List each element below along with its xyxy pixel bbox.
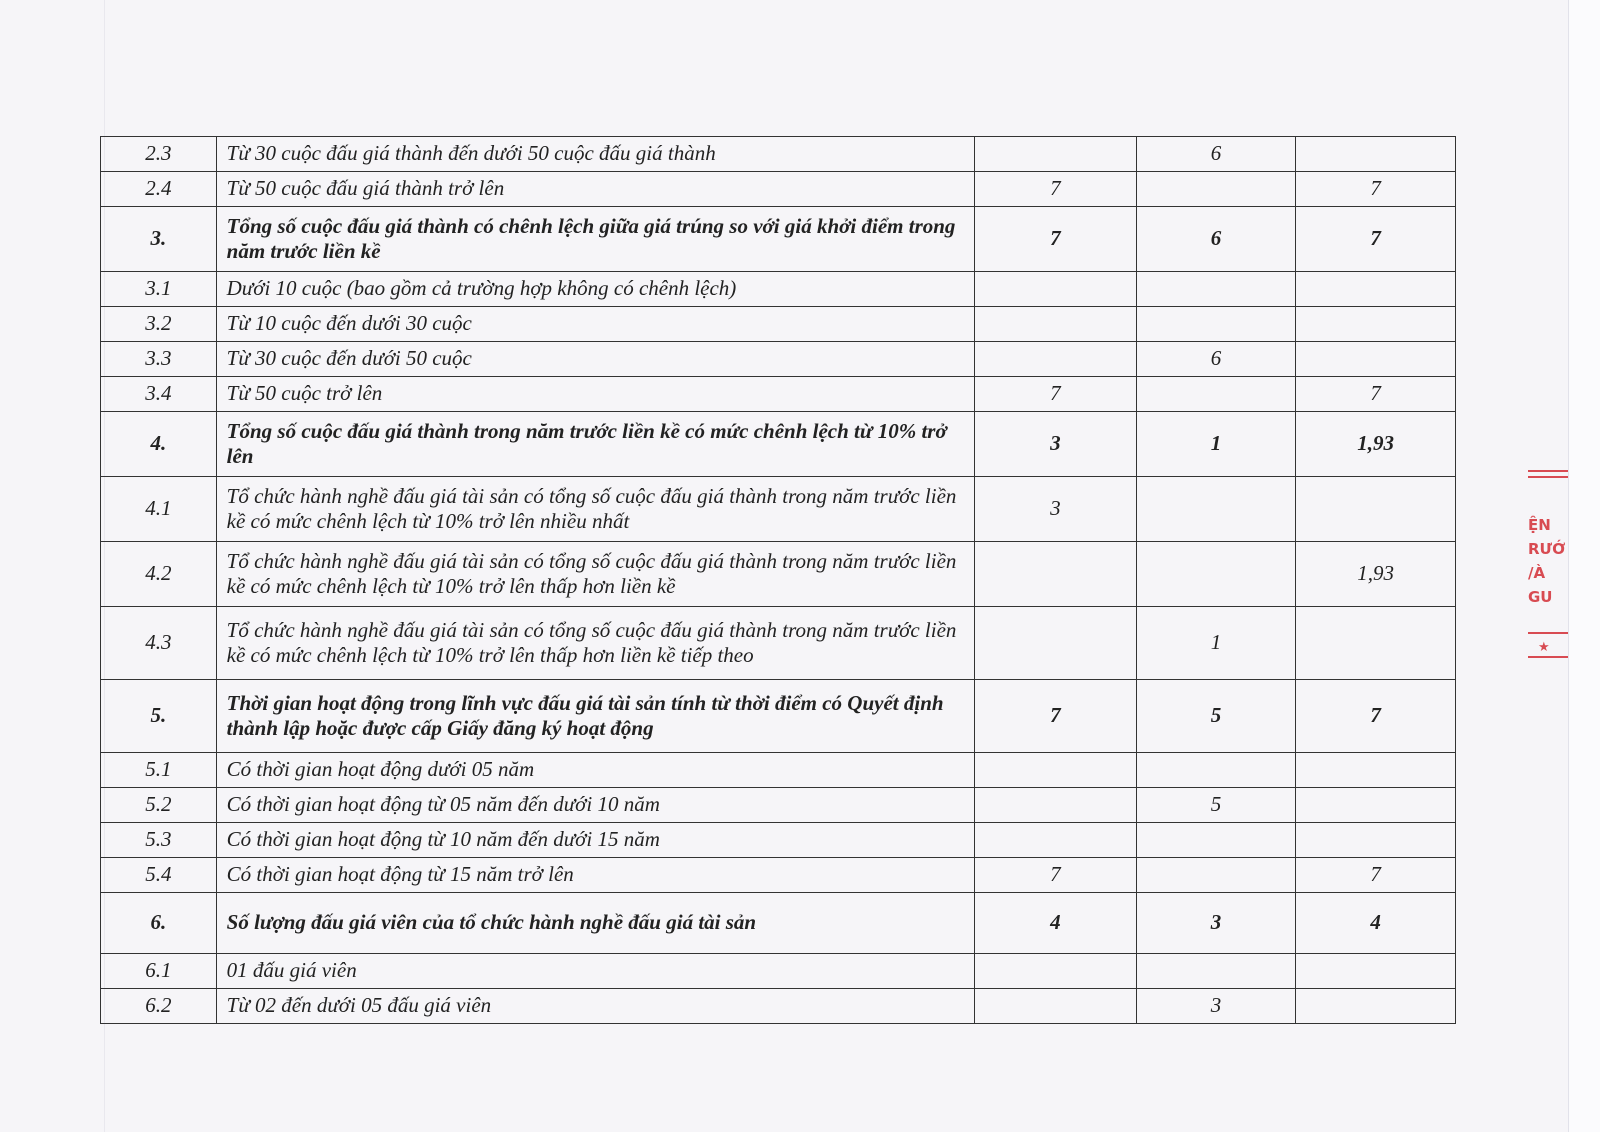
score-col-3: 7 — [1296, 207, 1456, 272]
score-col-3 — [1296, 989, 1456, 1024]
score-col-1: 7 — [974, 377, 1136, 412]
score-col-2 — [1136, 753, 1296, 788]
seal-arc — [1528, 656, 1568, 661]
score-col-2 — [1136, 272, 1296, 307]
row-number: 5.3 — [101, 823, 217, 858]
score-col-3: 4 — [1296, 893, 1456, 954]
table-row — [101, 172, 1456, 207]
row-criterion: Tổ chức hành nghề đấu giá tài sản có tổng số cuộc đấu giá thành trong năm trước liền kề có mức chênh lệch từ 10% trở lên nhiều nhất — [216, 477, 974, 542]
row-number: 3. — [101, 207, 217, 272]
scoring-table — [100, 136, 1456, 1024]
seal-arc — [1528, 470, 1568, 475]
row-criterion: Từ 10 cuộc đến dưới 30 cuộc — [216, 307, 974, 342]
row-number: 5.4 — [101, 858, 217, 893]
table-row — [101, 680, 1456, 753]
score-col-2: 1 — [1136, 412, 1296, 477]
row-criterion: Từ 50 cuộc đấu giá thành trở lên — [216, 172, 974, 207]
table-row — [101, 989, 1456, 1024]
table-row — [101, 788, 1456, 823]
score-col-2: 6 — [1136, 137, 1296, 172]
row-criterion: Từ 30 cuộc đến dưới 50 cuộc — [216, 342, 974, 377]
row-criterion: Có thời gian hoạt động từ 10 năm đến dưới 15 năm — [216, 823, 974, 858]
score-col-2: 1 — [1136, 607, 1296, 680]
red-seal-stamp — [1524, 470, 1568, 680]
score-col-2 — [1136, 823, 1296, 858]
row-number: 3.1 — [101, 272, 217, 307]
table-row — [101, 307, 1456, 342]
score-col-2 — [1136, 858, 1296, 893]
score-col-1 — [974, 753, 1136, 788]
score-col-3 — [1296, 954, 1456, 989]
seal-arc — [1528, 632, 1568, 637]
score-col-3 — [1296, 823, 1456, 858]
row-criterion: Số lượng đấu giá viên của tổ chức hành nghề đấu giá tài sản — [216, 893, 974, 954]
row-criterion: Từ 30 cuộc đấu giá thành đến dưới 50 cuộc đấu giá thành — [216, 137, 974, 172]
score-col-2 — [1136, 542, 1296, 607]
table-body — [101, 137, 1456, 1024]
score-col-2: 3 — [1136, 989, 1296, 1024]
row-criterion: Có thời gian hoạt động từ 05 năm đến dưới 10 năm — [216, 788, 974, 823]
seal-text: RƯỚ — [1528, 540, 1566, 558]
table-row — [101, 377, 1456, 412]
score-col-3 — [1296, 272, 1456, 307]
score-col-1 — [974, 342, 1136, 377]
score-col-2 — [1136, 307, 1296, 342]
score-col-1 — [974, 542, 1136, 607]
row-number: 2.4 — [101, 172, 217, 207]
score-col-1: 4 — [974, 893, 1136, 954]
score-col-1: 3 — [974, 477, 1136, 542]
row-criterion: Có thời gian hoạt động dưới 05 năm — [216, 753, 974, 788]
row-number: 6.1 — [101, 954, 217, 989]
seal-text: ỆN — [1528, 516, 1551, 534]
row-criterion: Từ 50 cuộc trở lên — [216, 377, 974, 412]
row-criterion: Tổng số cuộc đấu giá thành có chênh lệch giữa giá trúng so với giá khởi điểm trong năm trước liền kề — [216, 207, 974, 272]
score-col-2: 5 — [1136, 788, 1296, 823]
table-row — [101, 542, 1456, 607]
score-col-2: 5 — [1136, 680, 1296, 753]
score-col-3 — [1296, 137, 1456, 172]
score-col-3 — [1296, 342, 1456, 377]
score-col-3 — [1296, 477, 1456, 542]
row-number: 3.2 — [101, 307, 217, 342]
score-col-2 — [1136, 954, 1296, 989]
score-col-2 — [1136, 172, 1296, 207]
row-criterion: 01 đấu giá viên — [216, 954, 974, 989]
row-number: 3.3 — [101, 342, 217, 377]
row-criterion: Thời gian hoạt động trong lĩnh vực đấu giá tài sản tính từ thời điểm có Quyết định thành lập hoặc được cấp Giấy đăng ký hoạt động — [216, 680, 974, 753]
row-criterion: Dưới 10 cuộc (bao gồm cả trường hợp không có chênh lệch) — [216, 272, 974, 307]
seal-text: GU — [1528, 588, 1553, 606]
score-col-1 — [974, 989, 1136, 1024]
seal-text: /À — [1528, 564, 1546, 582]
row-criterion: Tổ chức hành nghề đấu giá tài sản có tổng số cuộc đấu giá thành trong năm trước liền kề có mức chênh lệch từ 10% trở lên thấp hơn liền kề — [216, 542, 974, 607]
table-row — [101, 207, 1456, 272]
table-row — [101, 823, 1456, 858]
score-col-3: 1,93 — [1296, 412, 1456, 477]
score-col-1 — [974, 137, 1136, 172]
score-col-3: 1,93 — [1296, 542, 1456, 607]
row-number: 5. — [101, 680, 217, 753]
table-row — [101, 607, 1456, 680]
table-row — [101, 893, 1456, 954]
row-number: 4.1 — [101, 477, 217, 542]
row-number: 6.2 — [101, 989, 217, 1024]
score-col-3 — [1296, 753, 1456, 788]
score-col-1: 7 — [974, 858, 1136, 893]
row-number: 6. — [101, 893, 217, 954]
score-col-1 — [974, 954, 1136, 989]
score-col-1 — [974, 272, 1136, 307]
score-col-1: 7 — [974, 207, 1136, 272]
row-criterion: Tổ chức hành nghề đấu giá tài sản có tổng số cuộc đấu giá thành trong năm trước liền kề có mức chênh lệch từ 10% trở lên thấp hơn liền kề tiếp theo — [216, 607, 974, 680]
table-row — [101, 858, 1456, 893]
score-col-3: 7 — [1296, 377, 1456, 412]
row-number: 4. — [101, 412, 217, 477]
table-row — [101, 477, 1456, 542]
table-row — [101, 272, 1456, 307]
table-row — [101, 137, 1456, 172]
score-col-1: 3 — [974, 412, 1136, 477]
score-col-3: 7 — [1296, 172, 1456, 207]
row-number: 3.4 — [101, 377, 217, 412]
row-criterion: Tổng số cuộc đấu giá thành trong năm trước liền kề có mức chênh lệch từ 10% trở lên — [216, 412, 974, 477]
table-row — [101, 412, 1456, 477]
table-row — [101, 342, 1456, 377]
score-col-2 — [1136, 377, 1296, 412]
score-col-3 — [1296, 607, 1456, 680]
score-col-1: 7 — [974, 680, 1136, 753]
table-row — [101, 753, 1456, 788]
score-col-2: 6 — [1136, 207, 1296, 272]
score-col-3 — [1296, 307, 1456, 342]
score-col-3 — [1296, 788, 1456, 823]
score-col-1 — [974, 607, 1136, 680]
score-col-2: 6 — [1136, 342, 1296, 377]
seal-arc — [1528, 476, 1568, 481]
star-icon: ★ — [1538, 640, 1550, 655]
row-number: 5.2 — [101, 788, 217, 823]
page-margin — [1568, 0, 1600, 1132]
score-col-1: 7 — [974, 172, 1136, 207]
table-row — [101, 954, 1456, 989]
score-col-2 — [1136, 477, 1296, 542]
score-col-1 — [974, 823, 1136, 858]
score-col-3: 7 — [1296, 858, 1456, 893]
row-number: 5.1 — [101, 753, 217, 788]
score-col-1 — [974, 788, 1136, 823]
row-criterion: Có thời gian hoạt động từ 15 năm trở lên — [216, 858, 974, 893]
row-number: 2.3 — [101, 137, 217, 172]
row-criterion: Từ 02 đến dưới 05 đấu giá viên — [216, 989, 974, 1024]
score-col-1 — [974, 307, 1136, 342]
row-number: 4.3 — [101, 607, 217, 680]
row-number: 4.2 — [101, 542, 217, 607]
score-col-3: 7 — [1296, 680, 1456, 753]
score-col-2: 3 — [1136, 893, 1296, 954]
